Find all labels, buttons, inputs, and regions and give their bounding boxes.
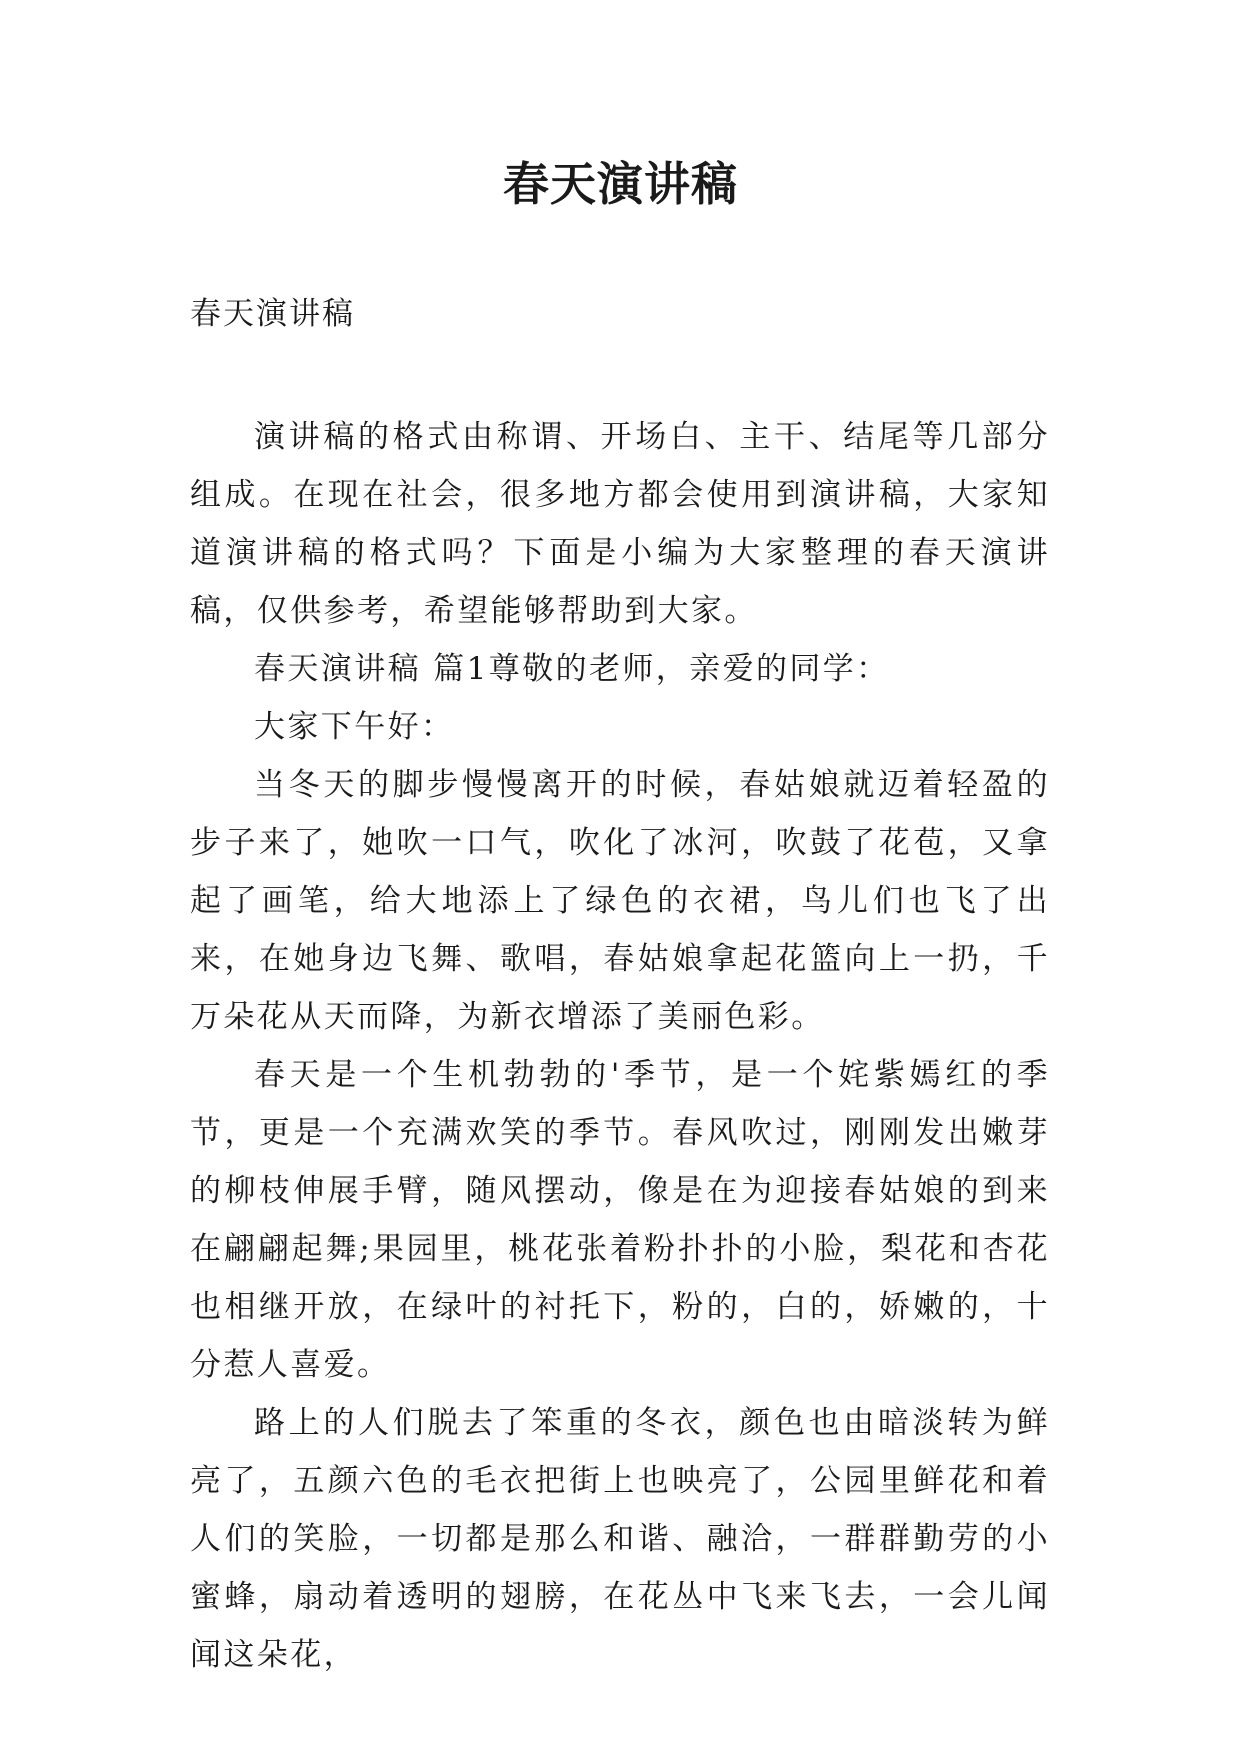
paragraph-spring-season: 春天是一个生机勃勃的'季节，是一个姹紫嫣红的季节，更是一个充满欢笑的季节。春风吹过，刚刚发出嫩芽的柳枝伸展手臂，随风摆动，像是在为迎接春姑娘的到来在翩翩起舞;果园里，桃花张着粉扑扑的小脸，梨花和杏花也相继开放，在绿叶的衬托下，粉的，白的，娇嫩的，十分惹人喜爱。 bbox=[190, 1057, 1050, 1383]
document-title: 春天演讲稿 bbox=[503, 157, 738, 211]
document-subtitle: 春天演讲稿 bbox=[190, 296, 355, 332]
paragraph-greeting: 大家下午好： bbox=[254, 709, 455, 745]
paragraph-salutation: 春天演讲稿 篇1尊敬的老师，亲爱的同学： bbox=[254, 651, 890, 687]
paragraph-intro: 演讲稿的格式由称谓、开场白、主干、结尾等几部分组成。在现在社会，很多地方都会使用到演讲稿，大家知道演讲稿的格式吗？下面是小编为大家整理的春天演讲稿，仅供参考，希望能够帮助到大家。 bbox=[190, 419, 1050, 629]
paragraph-people-street: 路上的人们脱去了笨重的冬衣，颜色也由暗淡转为鲜亮了，五颜六色的毛衣把街上也映亮了，公园里鲜花和着人们的笑脸，一切都是那么和谐、融洽，一群群勤劳的小蜜蜂，扇动着透明的翅膀，在花丛中飞来飞去，一会儿闻闻这朵花， bbox=[190, 1405, 1050, 1673]
document-body bbox=[190, 408, 1050, 1684]
paragraph-winter-leaves: 当冬天的脚步慢慢离开的时候，春姑娘就迈着轻盈的步子来了，她吹一口气，吹化了冰河，吹鼓了花苞，又拿起了画笔，给大地添上了绿色的衣裙，鸟儿们也飞了出来，在她身边飞舞、歌唱，春姑娘拿起花篮向上一扔，千万朵花从天而降，为新衣增添了美丽色彩。 bbox=[190, 767, 1050, 1035]
